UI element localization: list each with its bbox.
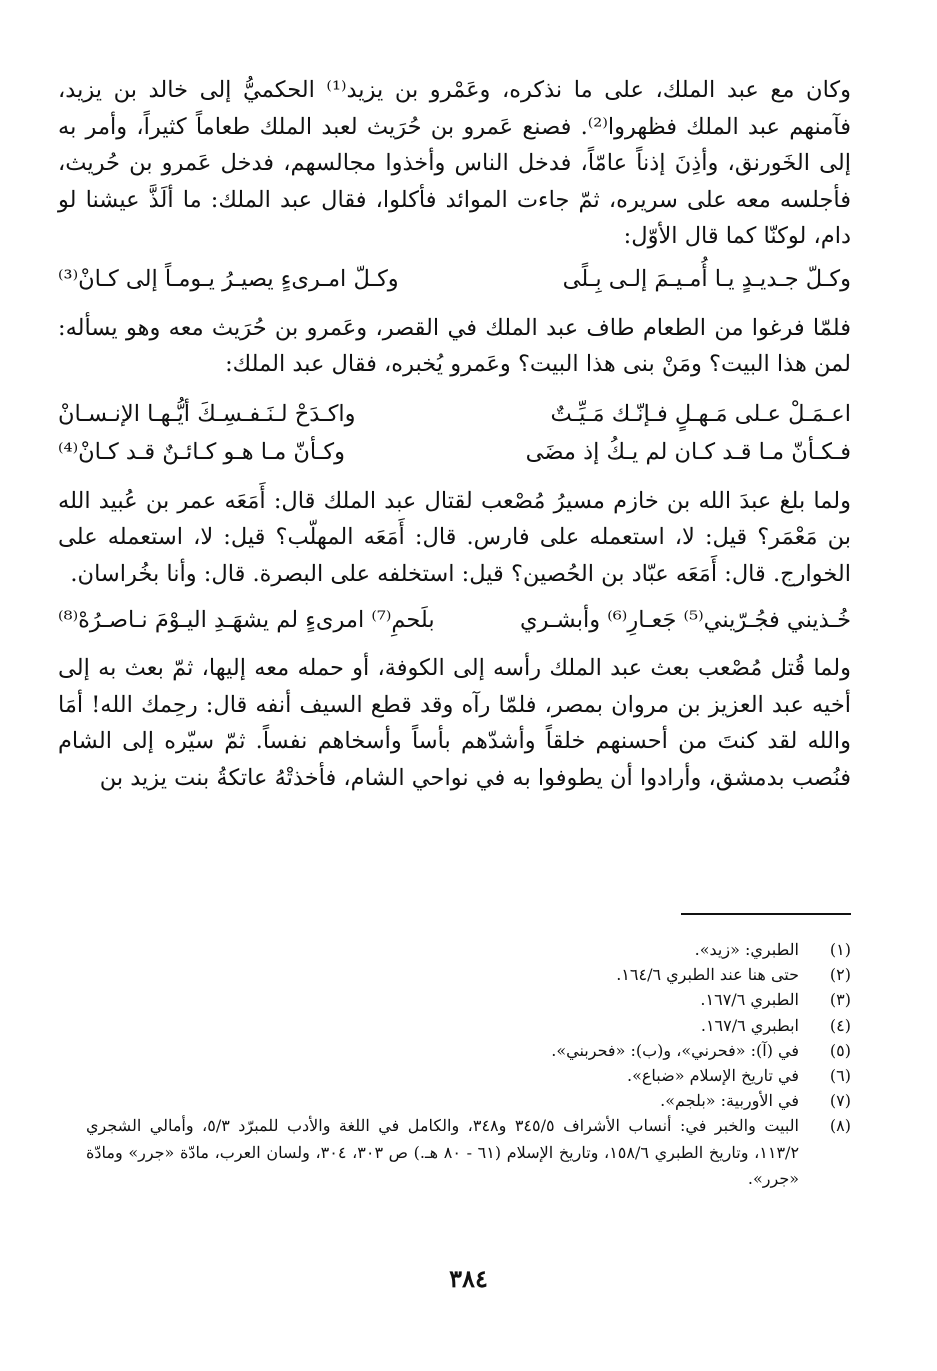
footnotes <box>86 937 851 1193</box>
footnote <box>86 962 851 987</box>
body-paragraph: وكان مع عبد الملك، على ما نذكره، وعَمْرو بن يزيد⁽¹⁾ الحكميُّ إلى خالد بن يزيد، فآمنهم عبد الملك فظهروا⁽²⁾. فصنع عَمرو بن حُرَيث لعبد الملك طعاماً كثيراً، وأمر به إلى الخَورنق، وأذِنَ إذناً عامّاً، فدخل الناس وأخذوا مجالسهم، فدخل عَمرو بن حُريث، فأجلسه معه على سريره، ثمّ جاءت الموائد فأكلوا، فقال عبد الملك: ما ألَذَّ عيشنا لو دام، لوكنّا كما قال الأوّل: <box>58 77 851 249</box>
verse-second-hemistich: واكـدَحْ لـنَـفـسِـكَ أيُّـهـا الإنـسـانْ <box>58 400 356 427</box>
verse-line <box>58 396 851 432</box>
footnote-text: في تاريخ الإسلام «ضباع». <box>626 1066 799 1086</box>
footnote-number: (١) <box>829 940 851 959</box>
verse-first-hemistich: خُـذيني فجُـرّيني⁽⁵⁾ جَعـارِ⁽⁶⁾ وأبشـري <box>520 607 851 633</box>
footnote-number: (٥) <box>829 1040 851 1060</box>
verse-second-hemistich: بلَحمِ⁽⁷⁾ امرىءٍ لم يشهَـدِ اليـوْمَ نـاصـرُهْ⁽⁸⁾ <box>58 607 435 633</box>
footnote <box>86 987 851 1012</box>
footnote <box>86 1013 851 1038</box>
footnote <box>86 1113 851 1193</box>
footnote-separator <box>681 913 851 915</box>
verse-first-hemistich: وكـلّ جـديـدٍ يـا أُمـيـمَ إلـى بِـلًى <box>562 265 851 292</box>
page-number: ٣٨٤ <box>449 1264 488 1293</box>
verse-second-hemistich: وكـأنّ مـا هـو كـائـنٌ قـد كـانْ⁽⁴⁾ <box>58 438 345 465</box>
footnote <box>86 1038 851 1063</box>
footnote-number: (٣) <box>829 990 851 1010</box>
footnote-text: الطبري: «زيد». <box>694 940 799 959</box>
verse-second-hemistich: وكـلّ امـرىءٍ يصيـرُ يـومـاً إلى كـانْ⁽³⁾ <box>58 265 399 292</box>
footnote-number: (٢) <box>829 965 851 985</box>
footnote-text: الطبري ١٦٧/٦. <box>700 990 799 1010</box>
footnote <box>86 1088 851 1113</box>
verse-first-hemistich: اعـمَـلْ عـلى مَـهـلٍ فـإنّـك مَـيِّـتٌ <box>550 400 851 427</box>
body-paragraph: فلمّا فرغوا من الطعام طاف عبد الملك في القصر، وعَمرو بن حُرَيث معه وهو يسأله: لمن هذا البيت؟ ومَنْ بنى هذا البيت؟ وعَمرو يُخبره، فقال عبد الملك: <box>58 314 851 377</box>
verse-first-hemistich: فـكـأنّ مـا قـد كـان لم يـكُ إذ مضَى <box>525 438 851 465</box>
verse-line <box>58 261 851 297</box>
footnote <box>86 1063 851 1088</box>
footnote-text: في (آ): «فحرني»، و(ب): «فحربني». <box>551 1040 799 1060</box>
footnote-text: في الأوربية: «بلجم». <box>660 1091 799 1111</box>
body-paragraph: ولما قُتل مُصْعب بعث عبد الملك رأسه إلى الكوفة، أو حمله معه إليها، ثمّ بعث به إلى أخيه عبد العزيز بن مروان بمصر، فلمّا رآه وقد قطع السيف أنفه قال: رحِمك الله! أمَا والله لقد كنتَ من أحسنهم خلقاً وأشدّهم بأساً وأسخاهم نفساً. ثمّ سيّره إلى الشام فنُصب بدمشق، وأرادوا أن يطوفوا به في نواحي الشام، فأخذتْهُ عاتكةُ بنت يزيد بن <box>58 655 851 791</box>
body-paragraph: ولما بلغ عبدَ الله بن خازم مسيرُ مُصْعب لقتال عبد الملك قال: أَمَعَه عمر بن عُبيد الله بن مَعْمَر؟ قيل: لا، استعمله على فارس. قال: أَمَعَه المهلّب؟ قيل: لا، استعمله على الخوارج. قال: أَمَعَه عبّاد بن الحُصين؟ قيل: استخلفه على البصرة. قال: وأنا بخُراسان. <box>58 487 851 587</box>
footnote-text: حتى هنا عند الطبري ١٦٤/٦. <box>616 965 799 985</box>
verse-line <box>58 602 851 638</box>
verse-line <box>58 434 851 470</box>
footnote-number: (٧) <box>829 1091 851 1111</box>
footnote-text: ابطبري ١٦٧/٦. <box>700 1015 799 1035</box>
footnote <box>86 937 851 962</box>
footnote-number: (٦) <box>829 1066 851 1086</box>
footnote-number: (٨) <box>829 1116 851 1136</box>
footnote-text: البيت والخبر في: أنساب الأشراف ٣٤٥/٥ و٣٤٨، والكامل في اللغة والأدب للمبرّد ٥/٣، وأمالي الشجري ١١٣/٢، وتاريخ الطبري ١٥٨/٦، وتاريخ الإسلام (٦١ - ٨٠ هـ.) ص ٣٠٣، ٣٠٤، ولسان العرب، مادّة «جرر» ومادّة «جرر». <box>86 1116 800 1189</box>
footnote-number: (٤) <box>829 1015 851 1035</box>
